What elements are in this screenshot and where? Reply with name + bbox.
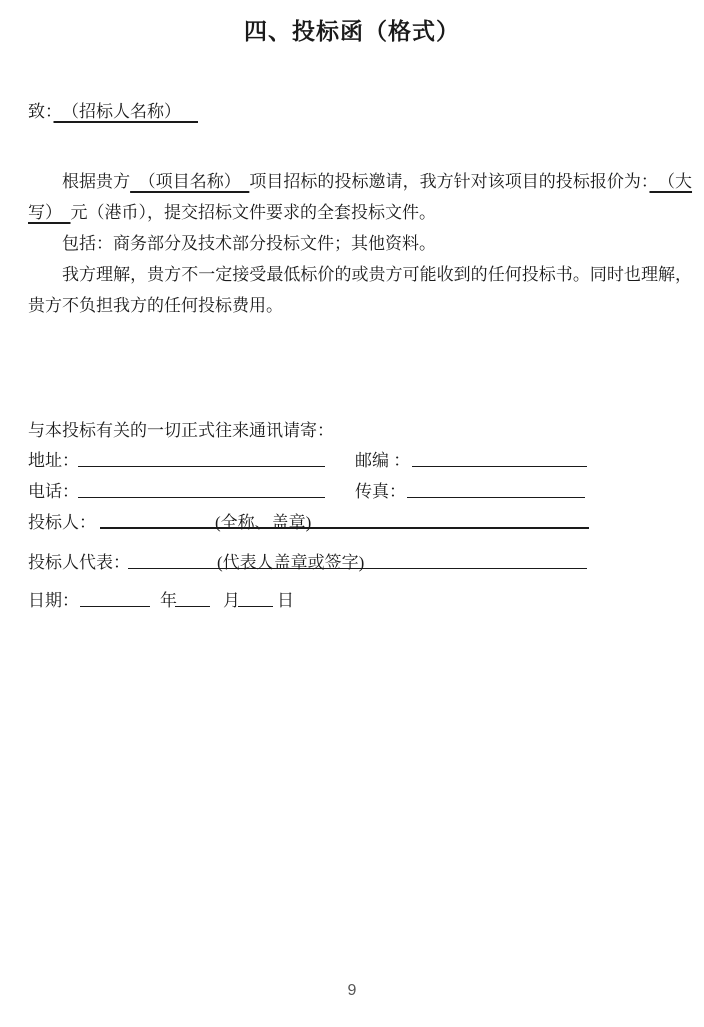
address-label: 地址： [28, 451, 79, 470]
date-month-blank [175, 586, 210, 607]
postcode-label: 邮编 ： [355, 451, 411, 470]
page-number: 9 [347, 982, 357, 999]
date-label: 日期： [28, 591, 79, 610]
inline-fill-blank: （项目名称） [130, 172, 250, 191]
date-day-blank [238, 586, 273, 607]
paragraph-offer [28, 166, 692, 228]
bidder-hint: (全称、盖章) [215, 513, 312, 532]
bidder-representative-hint: (代表人盖章或签字) [217, 553, 365, 572]
text-segment: 根据贵方 [62, 172, 131, 191]
postcode-blank [412, 446, 587, 467]
bidder-label: 投标人： [28, 513, 96, 532]
tenderer-name-blank: （招标人名称） [53, 102, 198, 121]
month-label: 月 [223, 591, 240, 610]
paragraph-understanding: 我方理解，贵方不一定接受最低标价的或贵方可能收到的任何投标书。同时也理解，贵方不负担我方的任何投标费用。 [28, 265, 692, 315]
document-title: 四、投标函（格式） [244, 19, 460, 44]
phone-label: 电话： [28, 482, 79, 501]
salutation-line [28, 97, 198, 122]
year-label: 年 [160, 591, 177, 610]
correspondence-heading: 与本投标有关的一切正式往来通讯请寄： [28, 421, 334, 440]
day-label: 日 [277, 591, 294, 610]
body-text [28, 166, 692, 321]
address-blank [78, 446, 325, 467]
date-year-blank [80, 586, 150, 607]
paragraph-includes: 包括：商务部分及技术部分投标文件；其他资料。 [62, 234, 436, 253]
fax-label: 传真： [355, 482, 406, 501]
fax-blank [407, 477, 585, 498]
bidder-representative-label: 投标人代表： [28, 553, 130, 572]
bidder-blank [100, 508, 589, 532]
inline-fill-blank: （大写） [28, 172, 693, 222]
salutation-prefix: 致： [28, 102, 54, 121]
bidder-representative-blank [128, 548, 587, 572]
text-segment: 项目招标的投标邀请，我方针对该项目的投标报价为： [249, 172, 650, 191]
phone-blank [78, 477, 325, 498]
text-segment: 元（港币），提交招标文件要求的全套投标文件。 [70, 203, 436, 222]
